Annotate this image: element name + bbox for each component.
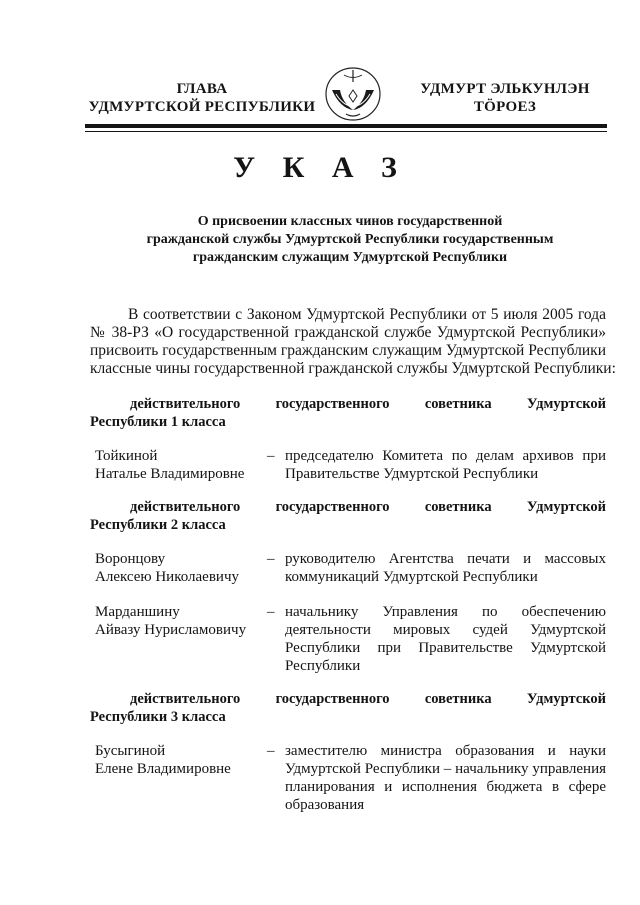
person-position: [285, 742, 606, 814]
grade-word: государственного: [275, 396, 390, 412]
udmurtia-coat-of-arms-icon: [322, 64, 384, 122]
header-right-line: ТӦРОЕЗ: [473, 99, 537, 115]
header-left-line: УДМУРТСКОЙ РЕСПУБЛИКИ: [88, 99, 316, 115]
dash-separator: –: [267, 551, 275, 567]
grade-class: Республики 2 класса: [90, 517, 226, 533]
person-surname: Марданшину: [95, 604, 180, 620]
grade-word: Удмуртской: [526, 499, 606, 515]
grade-word: советника: [424, 396, 492, 412]
position-line: руководителю Агентства печати и массовых: [285, 551, 606, 567]
intro-line: № 38-РЗ «О государственной гражданской службе Удмуртской Республики»: [90, 324, 606, 341]
grade-class: Республики 3 класса: [90, 709, 226, 725]
position-line: Удмуртской Республики – начальнику управления: [285, 761, 606, 777]
person-name: [95, 550, 270, 586]
grade-word: действительного: [130, 691, 241, 707]
subject-line: гражданской службы Удмуртской Республики государственным: [146, 232, 554, 247]
document-title: У К А З: [233, 151, 407, 184]
document-subject: [100, 213, 600, 267]
grade-heading-1: [90, 395, 606, 431]
grade-heading-2: [90, 498, 606, 534]
person-surname: Тойкиной: [95, 448, 158, 464]
position-line: заместителю министра образования и науки: [285, 743, 606, 759]
person-surname: Бусыгиной: [95, 743, 166, 759]
header-left-line: ГЛАВА: [176, 81, 228, 97]
position-line: Правительстве Удмуртской Республики: [285, 466, 539, 482]
position-line: планирования и исполнения бюджета в сфере: [285, 779, 606, 795]
position-line: деятельности мировых судей Удмуртской: [285, 622, 606, 638]
person-position: [285, 550, 606, 586]
intro-line: присвоить государственным гражданским служащим Удмуртской Республики: [90, 342, 606, 359]
dash-separator: –: [267, 448, 275, 464]
position-line: председателю Комитета по делам архивов при: [285, 448, 606, 464]
header-left-title: [82, 80, 322, 116]
person-name: [95, 603, 270, 639]
grade-word: советника: [424, 499, 492, 515]
dash-separator: –: [267, 743, 275, 759]
position-line: коммуникаций Удмуртской Республики: [285, 569, 538, 585]
subject-line: О присвоении классных чинов государственной: [197, 214, 503, 229]
person-name: [95, 447, 270, 483]
grade-word: советника: [424, 691, 492, 707]
header-right-line: УДМУРТ ЭЛЬКУНЛЭН: [420, 81, 590, 97]
header-divider-thick: [85, 124, 607, 128]
grade-word: действительного: [130, 396, 241, 412]
person-given-name: Елене Владимировне: [95, 761, 231, 777]
intro-line: классные чины государственной гражданской службы Удмуртской Республики:: [90, 360, 616, 377]
subject-line: гражданским служащим Удмуртской Республики: [192, 250, 508, 265]
person-given-name: Наталье Владимировне: [95, 466, 245, 482]
grade-word: государственного: [275, 691, 390, 707]
person-position: [285, 603, 606, 675]
position-line: образования: [285, 797, 365, 813]
person-name: [95, 742, 270, 778]
position-line: Республики при Правительстве Удмуртской: [285, 640, 606, 656]
position-line: начальнику Управления по обеспечению: [285, 604, 606, 620]
grade-word: Удмуртской: [526, 396, 606, 412]
grade-heading-3: [90, 690, 606, 726]
person-surname: Воронцову: [95, 551, 166, 567]
person-given-name: Айвазу Нурисламовичу: [95, 622, 247, 638]
header-right-title: [395, 80, 615, 116]
person-position: [285, 447, 606, 483]
intro-paragraph: [90, 306, 616, 378]
grade-word: Удмуртской: [526, 691, 606, 707]
position-line: Республики: [285, 658, 361, 674]
person-given-name: Алексею Николаевичу: [95, 569, 239, 585]
header-divider-thin: [85, 131, 607, 132]
grade-class: Республики 1 класса: [90, 414, 226, 430]
intro-line: В соответствии с Законом Удмуртской Республики от 5 июля 2005 года: [128, 306, 606, 323]
grade-word: государственного: [275, 499, 390, 515]
dash-separator: –: [267, 604, 275, 620]
grade-word: действительного: [130, 499, 241, 515]
